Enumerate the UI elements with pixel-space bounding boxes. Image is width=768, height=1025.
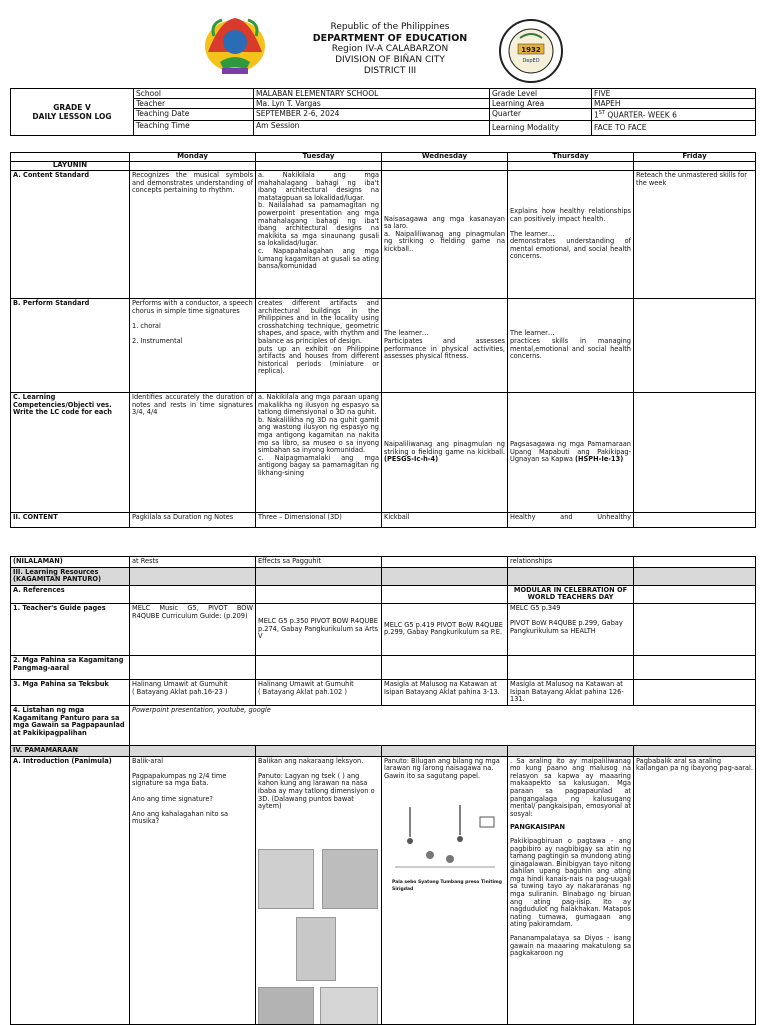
lc-monday: Identifies accurately the duration of notes and rests in time signatures 3/4, 4/4 [130,393,256,513]
intro-thursday-heading: PANGKAISIPAN [510,823,565,832]
school-value: MALABAN ELEMENTARY SCHOOL [254,89,490,99]
grade-title: GRADE V [53,102,91,112]
ps-tuesday: creates different artifacts and architectural buildings in the Philippines and in the locality using crosshatching technique, geometric shapes, and space, with rhythm and balance as principles of design. puts up an exhibit on Philippine artifacts and houses from different historical periods (miniature or replica). [256,299,382,393]
district-line: DISTRICT III [363,66,417,76]
objectives-table [10,152,756,528]
ps-wednesday: The learner… Participates and assesses performance in physical activities, assesses physical fitness. [382,299,508,393]
grade-title-cell [11,89,134,136]
teaching-date-label: Teaching Date [134,109,254,121]
division-line: DIVISION OF BIÑAN CITY [335,55,445,65]
content-wednesday: Kickball [382,513,508,528]
school-label: School [134,89,254,99]
day-wednesday: Wednesday [382,153,508,162]
quarter-sup: ST [598,110,606,116]
grade-level-value: FIVE [592,89,756,99]
teaching-time-value: Am Session [254,120,490,135]
teaching-time-label: Teaching Time [134,120,254,135]
materials-list-label: 4. Listahan ng mga Kagamitang Panturo para sa mga Gawain sa Pagpapaunlad at Pakikipagpalihan [11,705,130,745]
tb-tuesday: Halinang Umawit at Gumuhit ( Batayang Aklat pah.102 ) [256,679,382,705]
quarter-label: Quarter [490,109,592,121]
nilalaman-tuesday: Effects sa Pagguhit [256,557,382,568]
intro-thursday-p2: Pakikipagbiruan o pagtawa - ang pagbibiro ay nagbibigay sa atin ng tamang pagtingin sa mundong ating ginagalawan. Binibigyan tayo nitong dahilan upang baguhin ang ating mga hindi kanais-nais na pag-uugali sa tuwing tayo ay nakararanas ng mga suliranin. Binabago ng biruan ang ating pag-iisip. Ito ay nagdudulot ng halakhakan. Matapos nating tumawa, gumagaan ang ating pakiramdam. [510,836,631,929]
cs-thursday: Explains how healthy relationships can positively impact health. The learner… demonstrates understanding of mental emotional, and social health concerns. [508,171,634,299]
learning-resources-label: III. Learning Resources (KAGAMITAN PANTURO) [11,567,130,585]
tg-thursday: MELC G5 p.349 PIVOT BoW R4QUBE p.299, Gabay Pangkurikulum sa HEALTH [508,603,634,655]
learner-materials-label: 2. Mga Pahina sa Kagamitang Pangmag-aaral [11,655,130,679]
nilalaman-label: (NILALAMAN) [11,557,130,568]
cs-wednesday: Naisasagawa ang mga kasanayan sa laro. a. Naipaliliwanag ang pinagmulan ng striking o fielding game na kickball.. [382,171,508,299]
competencies-label: C. Learning Competencies/Objecti ves. Write the LC code for each [11,393,130,513]
tg-wednesday: MELC G5 p.419 PIVOT BoW R4QUBE p.299, Gabay Pangkurikulum sa P.E. [382,603,508,655]
intro-tuesday-text: Balikan ang nakaraang leksyon. Panuto: Lagyan ng tsek ( ) ang kahon kung ang larawan na nasa ibaba ay may tatlong dimensiyon o 3D. (Dalawang puntos bawat aytem) [258,756,375,811]
lc-wednesday-text: Naipaliliwanag ang pinagmulan ng striking o fielding game na kickball. [384,440,505,456]
quarter-value [592,109,756,121]
intro-wednesday [382,756,508,1024]
textbook-label: 3. Mga Pahina sa Teksbuk [11,679,130,705]
learning-area-value: MAPEH [592,99,756,109]
vase-photo [258,849,314,909]
day-monday: Monday [130,153,256,162]
tb-thursday: Masigla at Malusog na Katawan at Isipan Batayang Aklat pahina 126-131. [508,679,634,705]
tg-monday: MELC Music G5, PIVOT BOW R4QUBE Curriculum Guide: (p.209) [130,603,256,655]
tg-tuesday: MELC G5 p.350 PIVOT BOW R4QUBE p.274, Gabay Pangkurikulum sa Arts V [256,603,382,655]
log-title: DAILY LESSON LOG [32,111,112,121]
content-thursday: Healthy and Unhealthy [508,513,634,528]
intro-friday: Pagbabalik aral sa araling kailangan pa ng ibayong pag-aaral. [634,756,756,1024]
teachers-guide-label: 1. Teacher's Guide pages [11,603,130,655]
lc-thursday [508,393,634,513]
cs-monday: Recognizes the musical symbols and demonstrates understanding of concepts pertaining to rhythm. [130,171,256,299]
intro-thursday-p3: Pananampalataya sa Diyos - isang gawain na maaaring makatulong sa pagkakaroon ng [510,934,631,958]
day-thursday: Thursday [508,153,634,162]
intro-wednesday-text: Panuto: Bilugan ang bilang ng mga larawan ng larong naisagawa na. Gawin ito sa sagutang papel. [384,756,500,780]
content-monday: Pagkilala sa Duration ng Notes [130,513,256,528]
procedure-table [10,556,756,1025]
introduction-label: A. Introduction (Panimula) [11,756,130,1024]
quarter-text: QUARTER- WEEK 6 [605,110,677,120]
intro-tuesday [256,756,382,1024]
intro-thursday-p1: . Sa araling ito ay maipaliliwanag mo kung paano ang malusog na relasyon sa kapwa ay maaaring makaapekto sa kalusugan. Mga paraan sa pagpapaunlad at pangangalaga ng kalusugang mental/ pangkaisipan, emosyonal at sosyal: [510,756,631,818]
grade-level-label: Grade Level [490,89,592,99]
seal-year: 1932 [521,46,541,54]
cs-tuesday: a. Nakikilala ang mga mahahalagang bahagi ng iba't ibang architectural designs na matatagpuan sa lokalidad/lugar. b. Nailalahad sa pamamagitan ng powerpoint presentation ang mga mahahalagang bahagi ng iba't ibang architectural designs na makikita sa mga sinaunang gusali sa lokalidad/lugar. c. Napapahalagahan ang mga lumang kagamitan at gusali sa ating bansa/komunidad [256,171,382,299]
games-caption: Pala sebo Syatong Tumbang preso Tinitimg Sirigdad [392,879,502,893]
teacher-label: Teacher [134,99,254,109]
content-standard-row [11,171,756,299]
pot-photo [322,849,378,909]
lc-tuesday: a. Nakikilala ang mga paraan upang makalikha ng ilusyon ng espasyo sa tatlong dimensiyonal o 3D na guhit. b. Nakalilikha ng 3D na guhit gamit ang wastong ilusyon ng espasyo ng mga antigong kagamitan na nakita mo sa libro, sa museo o sa inyong simbahan sa inyong komunidad. c. Naipagmamalaki ang mga antigong bagay sa pamamagitan ng likhang-sining [256,393,382,513]
lc-wednesday [382,393,508,513]
bowl-photo [320,987,378,1025]
intro-monday: Balik-aral Pagpapakumpas ng 2/4 time signature sa mga bata. Ano ang time signature? Ano ang kahalagahan nito sa musika? [130,756,256,1024]
lc-thursday-code: (HSPH-Ie-13) [575,455,624,464]
references-label: A. References [11,585,130,603]
header [0,0,768,86]
days-header-row [11,153,756,162]
tb-wednesday: Masigla at Malusog na Katawan at Isipan Batayang Aklat pahina 3-13. [382,679,508,705]
info-table [10,88,756,136]
lc-wednesday-code: (PESGS-Ic-h-4) [384,455,439,464]
day-tuesday: Tuesday [256,153,382,162]
ps-thursday: The learner… practices skills in managing mental,emotional and social health concerns. [508,299,634,393]
learning-area-label: Learning Area [490,99,592,109]
deped-line: DEPARTMENT OF EDUCATION [312,33,468,44]
nilalaman-row [11,557,756,568]
perform-standard-row [11,299,756,393]
modality-value: FACE TO FACE [592,120,756,135]
materials-list-value: Powerpoint presentation, youtube, google [130,705,756,745]
content-standard-label: A. Content Standard [11,171,130,299]
nilalaman-thursday: relationships [508,557,634,568]
modality-label: Learning Modality [490,120,592,135]
intro-thursday [508,756,634,1024]
seal-org: DepED [522,58,540,64]
lc-thursday-text: Pagsasagawa ng mga Pamamaraan Upang Mapabuti ang Pakikipag-Ugnayan sa Kapwa [510,440,631,464]
division-logo-icon [200,12,270,76]
nilalaman-monday: at Rests [130,557,256,568]
competencies-row [11,393,756,513]
day-friday: Friday [634,153,756,162]
teacher-value: Ma. Lyn T. Vargas [254,99,490,109]
jar-photo [296,917,336,981]
perform-standard-label: B. Perform Standard [11,299,130,393]
introduction-row [11,756,756,1024]
header-text [290,22,490,77]
pamamaraan-label: IV. PAMAMARAAN [11,745,130,756]
games-illustration-icon [390,797,500,877]
region-line: Region IV-A CALABARZON [331,44,449,54]
quarter-num: 1 [594,110,599,120]
tb-monday: Halinang Umawit at Gumuhit ( Batayang Aklat pah.16-23 ) [130,679,256,705]
content-tuesday: Three – Dimensional (3D) [256,513,382,528]
teaching-date-value: SEPTEMBER 2-6, 2024 [254,109,490,121]
republic-line: Republic of the Philippines [330,22,450,32]
school-seal-icon [498,18,564,84]
content-row [11,513,756,528]
urn-photo [258,987,314,1025]
layunin-label: LAYUNIN [11,162,130,171]
cs-friday: Reteach the unmastered skills for the week [634,171,756,299]
modular-note: MODULAR IN CELEBRATION OF WORLD TEACHERS DAY [508,585,634,603]
ps-monday: Performs with a conductor, a speech chorus in simple time signatures 1. choral 2. Instrumental [130,299,256,393]
content-label: II. CONTENT [11,513,130,528]
